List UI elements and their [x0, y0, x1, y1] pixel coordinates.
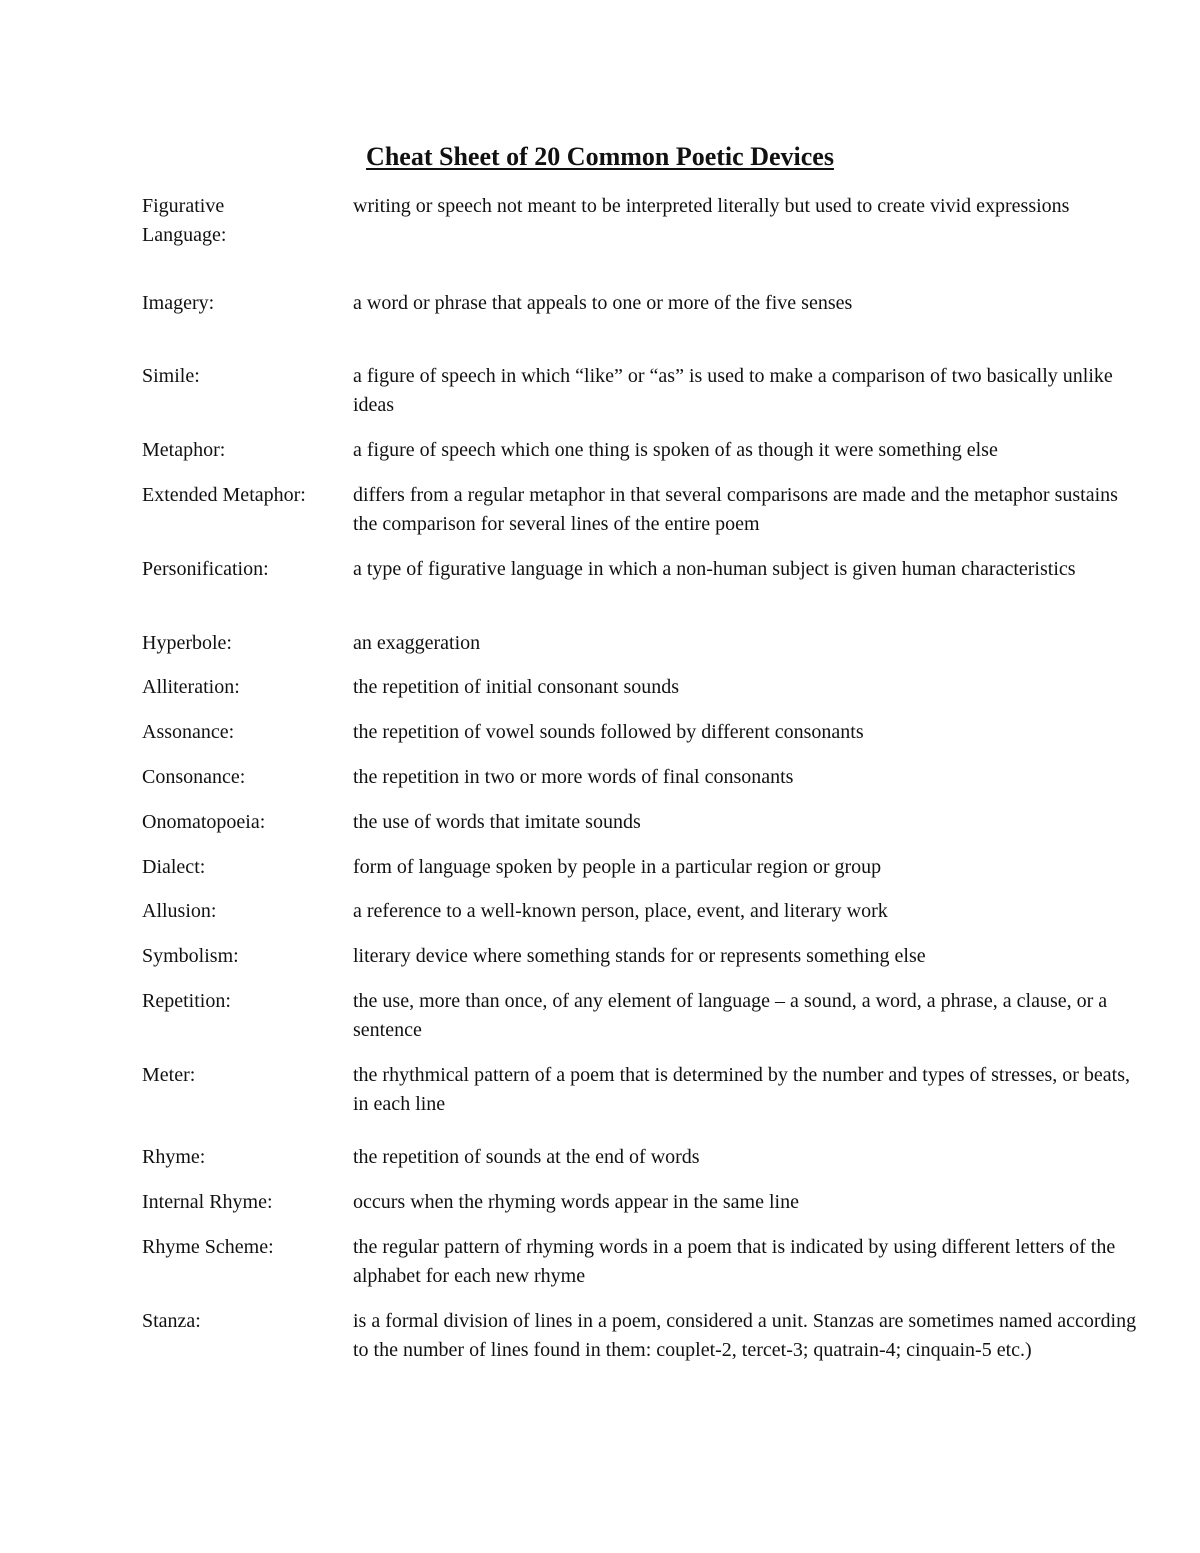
- entry-definition: a word or phrase that appeals to one or more of the five senses: [353, 292, 853, 314]
- entry-definition: a figure of speech in which “like” or “as” is used to make a comparison of two basically unlike ideas: [353, 365, 1113, 416]
- entry-term: Hyperbole:: [142, 632, 232, 654]
- entry-term: Onomatopoeia:: [142, 811, 266, 833]
- entry-term: Allusion:: [142, 900, 217, 922]
- entry-term: Rhyme:: [142, 1146, 206, 1168]
- entry-definition: a reference to a well-known person, place, event, and literary work: [353, 900, 888, 922]
- entry-term: Meter:: [142, 1064, 196, 1086]
- entry-term: Figurative Language:: [142, 195, 227, 246]
- entry-term: Alliteration:: [142, 676, 240, 698]
- entry-term: Personification:: [142, 558, 269, 580]
- entry-term: Symbolism:: [142, 945, 239, 967]
- entry-term: Consonance:: [142, 766, 246, 788]
- entry-term: Dialect:: [142, 856, 206, 878]
- entry-term: Metaphor:: [142, 439, 226, 461]
- entry-definition: the repetition in two or more words of final consonants: [353, 766, 794, 788]
- entry-term: Internal Rhyme:: [142, 1191, 273, 1213]
- entry-definition: the use, more than once, of any element of language – a sound, a word, a phrase, a clause, or a sentence: [353, 990, 1108, 1041]
- entry-term: Repetition:: [142, 990, 231, 1012]
- entry-term: Extended Metaphor:: [142, 484, 306, 506]
- entry-definition: the use of words that imitate sounds: [353, 811, 641, 833]
- entry-definition: the regular pattern of rhyming words in a poem that is indicated by using different letters of the alphabet for each new rhyme: [353, 1236, 1116, 1287]
- entry-term: Rhyme Scheme:: [142, 1236, 274, 1258]
- entry-definition: the repetition of vowel sounds followed by different consonants: [353, 721, 864, 743]
- entry-definition: occurs when the rhyming words appear in the same line: [353, 1191, 799, 1213]
- entry-term: Simile:: [142, 365, 200, 387]
- entry-term: Imagery:: [142, 292, 215, 314]
- entry-definition: writing or speech not meant to be interpreted literally but used to create vivid expressions: [353, 195, 1070, 217]
- entry-term: Stanza:: [142, 1310, 201, 1332]
- entry-definition: a figure of speech which one thing is spoken of as though it were something else: [353, 439, 998, 461]
- entry-definition: differs from a regular metaphor in that several comparisons are made and the metaphor sustains the comparison for several lines of the entire poem: [353, 484, 1118, 535]
- entry-definition: form of language spoken by people in a particular region or group: [353, 856, 882, 878]
- entry-definition: the repetition of sounds at the end of words: [353, 1146, 700, 1168]
- entry-definition: a type of figurative language in which a non-human subject is given human characteristics: [353, 558, 1076, 580]
- entry-definition: an exaggeration: [353, 632, 481, 654]
- page-title: Cheat Sheet of 20 Common Poetic Devices: [366, 142, 834, 171]
- entry-definition: is a formal division of lines in a poem, considered a unit. Stanzas are sometimes named according to the number of lines found in them: couplet-2, tercet-3; quatrain-4; cinquain-5 etc.): [353, 1310, 1137, 1361]
- entry-definition: the repetition of initial consonant sounds: [353, 676, 680, 698]
- entry-definition: the rhythmical pattern of a poem that is determined by the number and types of stresses, or beats, in each line: [353, 1064, 1131, 1115]
- entry-term: Assonance:: [142, 721, 235, 743]
- entry-definition: literary device where something stands for or represents something else: [353, 945, 926, 967]
